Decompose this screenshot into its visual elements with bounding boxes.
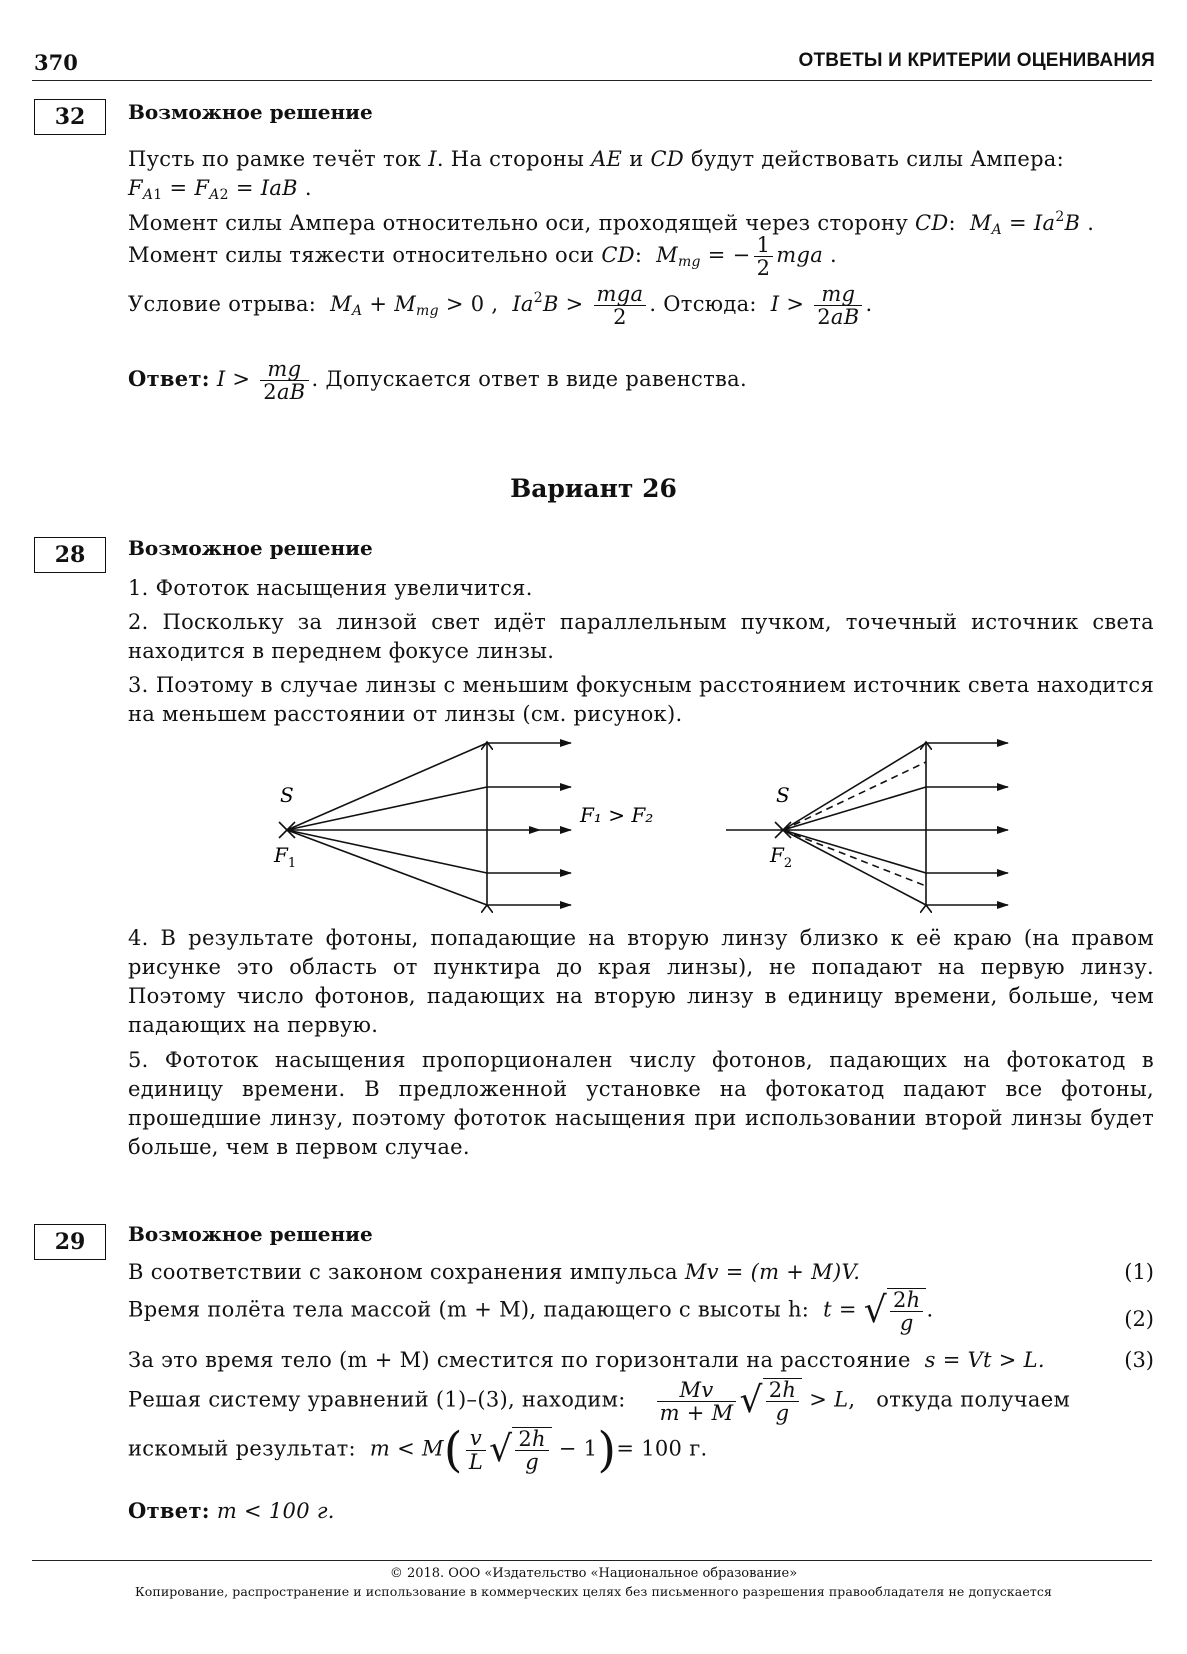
task32-answer: Ответ: I > $\frac{mg}{2aB}$ . Допускается ответ в виде равенства. xyxy=(128,357,747,405)
task28-item4: 4. В результате фотоны, попадающие на вторую линзу близко к её краю (на правом рисунке это область от пунктира до края линзы), не попадают на первую линзу. Поэтому число фотонов, падающих на вторую линзу в единицу времени, больше, чем падающих на первую. xyxy=(128,926,1154,1037)
header-rule xyxy=(32,80,1152,81)
eq-number-3: (3) xyxy=(1124,1348,1154,1372)
eq-number-2: (2) xyxy=(1124,1307,1154,1331)
task29-line5: искомый результат: m < M( $\frac{v}{L}$ √ $\frac{2h}{g}$ − 1)= 100 г. xyxy=(128,1422,708,1478)
task29-title: Возможное решение xyxy=(128,1222,373,1246)
footer-rule xyxy=(32,1560,1152,1561)
right-focus-label: $F_2$ xyxy=(770,843,793,871)
task28-title: Возможное решение xyxy=(128,536,373,560)
task32-ampere-force: $F_{A1} = F_{A2}$ = IaB . xyxy=(128,176,312,203)
left-lens-figure xyxy=(279,742,571,905)
task28-item1: 1. Фототок насыщения увеличится. xyxy=(128,576,533,600)
task32-title: Возможное решение xyxy=(128,100,373,124)
task28-item2: 2. Поскольку за линзой свет идёт параллельным пучком, точечный источник света находится в переднем фокусе линзы. xyxy=(128,610,1154,663)
left-focus-label: $F_1$ xyxy=(274,843,297,871)
variant-title: Вариант 26 xyxy=(510,474,677,503)
task-number-32: 32 xyxy=(34,99,106,135)
task28-item5: 5. Фототок насыщения пропорционален числу фотонов, падающих на фотокатод в единицу времени. В предложенной установке на фотокатод падают все фотоны, прошедшие линзу, поэтому фототок насыщения при использовании второй линзы будет больше, чем в первом случае. xyxy=(128,1048,1154,1159)
running-header: ОТВЕТЫ И КРИТЕРИИ ОЦЕНИВАНИЯ xyxy=(798,50,1155,71)
right-source-label: S xyxy=(776,783,790,807)
task29-line4: Решая систему уравнений (1)–(3), находим: $\frac{Mv}{m + M}$ √ $\frac{2h}{g}$ > L, откуда получаем xyxy=(128,1377,1071,1426)
focus-relation: F₁ > F₂ xyxy=(580,803,654,827)
footer-copyright: © 2018. ООО «Издательство «Национальное образование» xyxy=(389,1566,798,1581)
task32-moment-gravity: Момент силы тяжести относительно оси CD: $M_{mg}$ = − $\frac{1}{2}$ mga . xyxy=(128,233,837,281)
task28-item3: 3. Поэтому в случае линзы с меньшим фокусным расстоянием источник света находится на меньшем расстоянии от линзы (см. рисунок). xyxy=(128,673,1154,726)
task32-moment-ampere: Момент силы Ампера относительно оси, проходящей через сторону CD: $M_A = Ia^2B$ . xyxy=(128,209,1095,238)
lens-diagram xyxy=(0,730,1187,920)
task-number-28: 28 xyxy=(34,537,106,573)
eq-number-1: (1) xyxy=(1124,1260,1154,1284)
task29-line2: Время полёта тела массой (m + M), падающего с высоты h: t = √ $\frac{2h}{g}$ . xyxy=(128,1288,934,1336)
footer-notice: Копирование, распространение и использование в коммерческих целях без письменного разрешения правообладателя не допускается xyxy=(135,1584,1052,1599)
left-source-label: S xyxy=(280,783,294,807)
task-number-29: 29 xyxy=(34,1224,106,1260)
task29-answer: Ответ: m < 100 г. xyxy=(128,1498,335,1523)
right-lens-figure xyxy=(726,742,1008,905)
task32-condition: Условие отрыва: $M_A + M_{mg} > 0$ , $Ia^2B$ > $\frac{\text{mga}}{2}$ . Отсюда: I > $\frac{mg}{2aB}$ . xyxy=(128,282,873,330)
task29-line3: За это время тело (m + M) сместится по горизонтали на расстояние s = Vt > L. xyxy=(128,1348,1045,1372)
page-number: 370 xyxy=(34,50,78,75)
task29-line1: В соответствии с законом сохранения импульса Mv = (m + M)V. xyxy=(128,1260,861,1284)
task32-line1: Пусть по рамке течёт ток I. На стороны AE и CD будут действовать силы Ампера: xyxy=(128,147,1065,171)
